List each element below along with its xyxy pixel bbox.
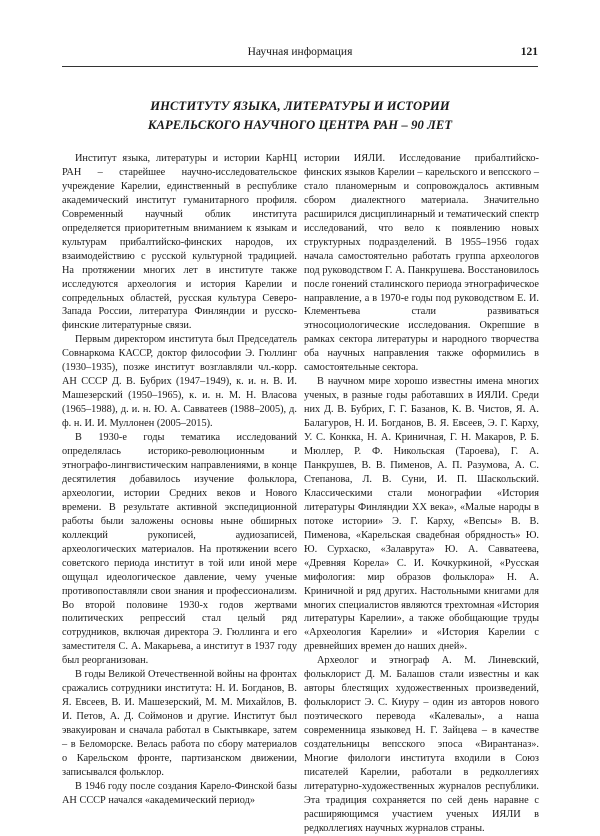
paragraph: В 1930-е годы тематика исследований определялась историко-революционным и этнографо-лингвистическим направлениями, в конце десятилетия добавилось изучение фольклора, археологии, истории Средних веков и Нового времени. В результате активной экспедиционной работы были заложены основы ныне обширных коллекций рукописей, аудиозаписей, археологических материалов. На протяжении всего советского периода институт в той или иной мере ощущал идеологическое давление, чему ученые противопоставляли свои знания и профессионализм. Во второй половине 1930-х годов жертвами политических репрессий стал целый ряд сотрудников, включая директора Э. Гюллинга и его заместителя С. А. Макарьева, а институт в 1937 году был реорганизован. [62,432,297,667]
paragraph: В годы Великой Отечественной войны на фронтах сражались сотрудники института: Н. И. Богданов, В. Я. Евсеев, В. И. Машезерский, М. М. Михайлов, В. И. Петов, А. Д. Соймонов и другие. Институт был эвакуирован и сначала работал в Сыктывкаре, затем – в Беломорске. Велась работа по сбору материалов о Карельском фронте, партизанском движении, записывался фольклор. [62,669,297,778]
paragraph: В научном мире хорошо известны имена многих ученых, в разные годы работавших в ИЯЛИ. Среди них Д. В. Бубрих, Г. Г. Базанов, К. В. Чистов, Я. А. Балагуров, Н. И. Богданов, В. Я. Евсеев, Э. Г. Карху, У. С. Конкка, Н. А. Криничная, Г. Н. Макаров, Р. Б. Мюллер, Р. Ф. Никольская (Тароева), Г. А. Панкрушев, В. В. Пименов, А. П. Разумова, А. С. Степанова, Л. В. Суни, И. П. Шаскольский. Классическими стали монографии «История литературы Финляндии XX века», «Малые народы в потоке истории» Э. Г. Карху, «Вепсы» В. В. Пименова, «Карельская свадебная обрядность» Ю. Ю. Сурхаско, «Залаврута» Ю. А. Савватеева, «Древняя Корела» С. И. Кочкуркиной, «Русская мифология: мир образов фольклора» Н. А. Криничной и ряд других. Настольными книгами для многих специалистов являются трехтомная «История литературы Карелии», а также обобщающие труды «Археология Карелии» и «История Карелии с древнейших времен до наших дней». [304,376,539,653]
running-head-section: Научная информация [247,46,353,58]
paragraph: Институт языка, литературы и истории КарНЦ РАН – старейшее научно-исследовательское учреждение Карелии, единственный в республике академический институт гуманитарного профиля. Современный научный облик института определяется приоритетным вниманием к языкам и культурам прибалтийско-финских народов, их взаимодействию с русской культурной традицией. На протяжении многих лет в институте также исследуются археология и история Карелии и сопредельных областей, русская культура Северо-Запада России, литература Финляндии и русско-финские литературные связи. [62,153,297,332]
left-column [62,152,297,808]
page-number: 121 [520,46,538,58]
paragraph: В 1946 году после создания Карело-Финской базы АН СССР начался «академический период» [62,780,297,806]
paragraph: Первым директором института был Председатель Совнаркома КАССР, доктор философии Э. Гюллинг (1930–1935), позже институт возглавляли чл.-корр. АН СССР Д. В. Бубрих (1947–1949), к. и. н. В. И. Машезерский (1950–1965), к. и. н. М. Н. Власова (1965–1988), д. и. н. Ю. А. Савватеев (1988–2005), д. ф. н. И. И. Муллонен (2005–2015). [62,334,297,430]
header-rule [62,66,538,67]
right-column [304,152,539,836]
running-head [62,44,538,60]
paragraph: Археолог и этнограф А. М. Линевский, фольклорист Д. М. Балашов стали известны и как авторы блестящих художественных произведений, фольклорист Э. С. Киуру – один из авторов нового поэтического перевода «Калевалы», а наша современница языковед Н. Г. Зайцева – в качестве создательницы вепсского эпоса «Вирантаназ». Многие филологи института входили в Союз писателей Карелии, работали в редколлегиях литературно-художественных журналов республики. Эта традиция сохраняется по сей день наравне с расширяющимся участием ученых ИЯЛИ в редколлегиях научных журналов страны. [304,655,539,834]
paragraph-continued: истории ИЯЛИ. Исследование прибалтийско-финских языков Карелии – карельского и вепсского – стало планомерным и сопровождалось активным сбором диалектного материала. Значительно расширился дисциплинарный и тематический спектр исследований, что вело к появлению новых структурных подразделений. В 1955–1956 годах начала самостоятельно работать группа археологов под руководством Г. А. Панкрушева. Восстановилось после гонений сталинского периода этнографическое направление, а в 1970-е годы под руководством Е. И. Клементьева стали развиваться этносоциологические исследования. Окрепшие в рамках сектора литературы и народного творчества оба научных направления также оформились в самостоятельные сектора. [304,153,539,374]
title-line-1: ИНСТИТУТУ ЯЗЫКА, ЛИТЕРАТУРЫ И ИСТОРИИ [150,99,450,113]
article-title [80,97,520,135]
title-line-2: КАРЕЛЬСКОГО НАУЧНОГО ЦЕНТРА РАН – 90 ЛЕТ [147,118,453,132]
